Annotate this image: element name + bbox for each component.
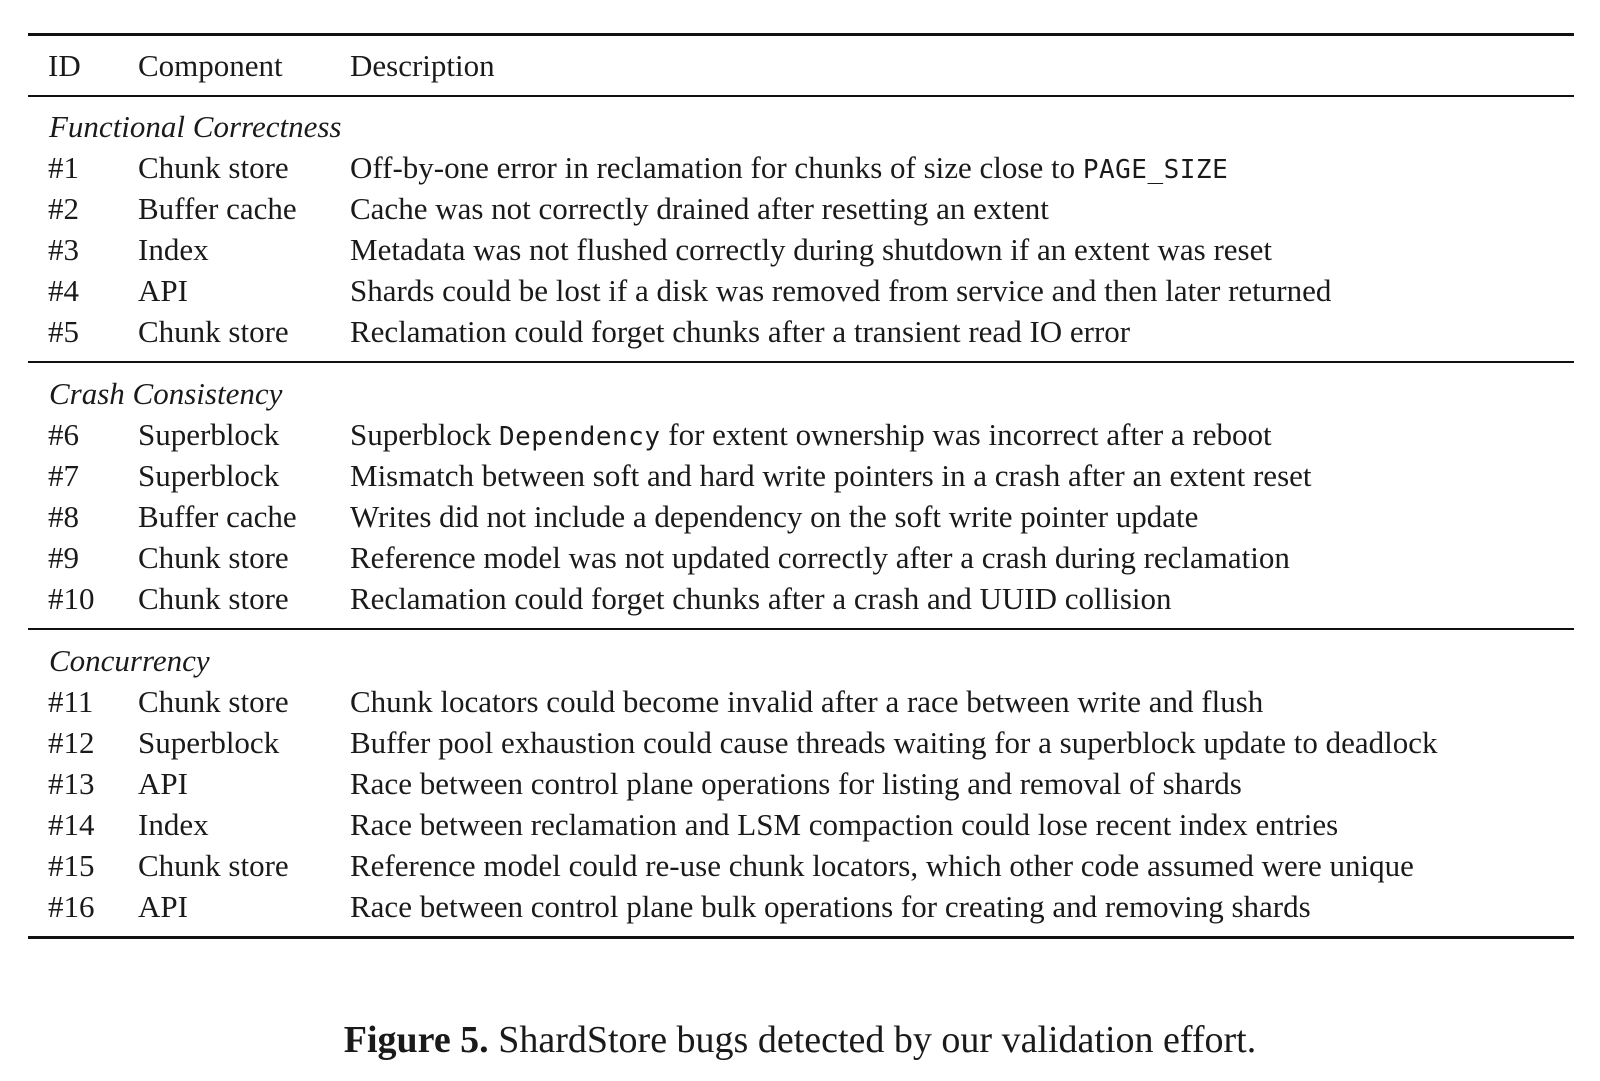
section-title-crash-consistency: Crash Consistency (49, 376, 283, 411)
description-text: Off-by-one error in reclamation for chunks of size close to (350, 150, 1083, 185)
bug-description: Shards could be lost if a disk was removed from service and then later returned (350, 273, 1332, 308)
bug-id: #3 (48, 232, 79, 267)
bug-component: API (138, 273, 188, 308)
code-token: Dependency (498, 422, 661, 452)
caption-text: ShardStore bugs detected by our validation effort. (488, 1019, 1257, 1061)
bug-description (350, 148, 1228, 190)
bug-id: #11 (48, 684, 94, 719)
bug-description: Chunk locators could become invalid after a race between write and flush (350, 684, 1264, 719)
bug-id: #7 (48, 458, 79, 493)
header-id: ID (48, 48, 81, 83)
header-description: Description (350, 48, 495, 83)
description-text-after: for extent ownership was incorrect after a reboot (660, 417, 1272, 452)
bug-description: Cache was not correctly drained after resetting an extent (350, 191, 1049, 226)
bug-id: #10 (48, 581, 95, 616)
section-rule (28, 361, 1574, 363)
bug-component: Chunk store (138, 314, 289, 349)
bug-component: API (138, 766, 188, 801)
caption-label: Figure 5. (343, 1019, 489, 1061)
bug-id: #2 (48, 191, 79, 226)
header-component: Component (138, 48, 283, 83)
bug-description: Buffer pool exhaustion could cause threads waiting for a superblock update to deadlock (350, 725, 1438, 760)
bug-description (350, 415, 1272, 457)
figure-caption (0, 1015, 1600, 1065)
bug-component: Index (138, 807, 209, 842)
bottom-rule (28, 936, 1574, 939)
header-rule (28, 95, 1574, 97)
bug-component: Buffer cache (138, 191, 297, 226)
bug-description: Metadata was not flushed correctly during shutdown if an extent was reset (350, 232, 1272, 267)
bug-description: Race between control plane bulk operations for creating and removing shards (350, 889, 1311, 924)
bug-id: #9 (48, 540, 79, 575)
bug-id: #6 (48, 417, 79, 452)
bug-component: Chunk store (138, 684, 289, 719)
code-token: PAGE_SIZE (1082, 155, 1229, 185)
section-rule (28, 628, 1574, 630)
bug-component: Index (138, 232, 209, 267)
bug-id: #16 (48, 889, 95, 924)
bug-component: Chunk store (138, 581, 289, 616)
bug-id: #13 (48, 766, 95, 801)
bug-id: #12 (48, 725, 95, 760)
bug-description: Reference model could re-use chunk locators, which other code assumed were unique (350, 848, 1414, 883)
bug-component: Chunk store (138, 150, 289, 185)
description-text: Superblock (350, 417, 499, 452)
bug-component: Buffer cache (138, 499, 297, 534)
bug-description: Writes did not include a dependency on the soft write pointer update (350, 499, 1199, 534)
bug-id: #1 (48, 150, 79, 185)
bug-description: Reclamation could forget chunks after a transient read IO error (350, 314, 1131, 349)
bug-component: Chunk store (138, 848, 289, 883)
top-rule (28, 33, 1574, 36)
bug-component: Chunk store (138, 540, 289, 575)
bug-description: Mismatch between soft and hard write pointers in a crash after an extent reset (350, 458, 1312, 493)
bug-component: Superblock (138, 417, 280, 452)
bug-id: #4 (48, 273, 79, 308)
bug-description: Reclamation could forget chunks after a crash and UUID collision (350, 581, 1172, 616)
bug-id: #14 (48, 807, 95, 842)
bug-description: Race between reclamation and LSM compaction could lose recent index entries (350, 807, 1339, 842)
section-title-concurrency: Concurrency (49, 643, 210, 678)
section-title-functional-correctness: Functional Correctness (49, 109, 342, 144)
bug-description: Race between control plane operations for listing and removal of shards (350, 766, 1242, 801)
bug-component: Superblock (138, 725, 280, 760)
bug-description: Reference model was not updated correctly after a crash during reclamation (350, 540, 1290, 575)
bug-id: #8 (48, 499, 79, 534)
bug-component: Superblock (138, 458, 280, 493)
bug-id: #15 (48, 848, 95, 883)
bug-component: API (138, 889, 188, 924)
bug-id: #5 (48, 314, 79, 349)
